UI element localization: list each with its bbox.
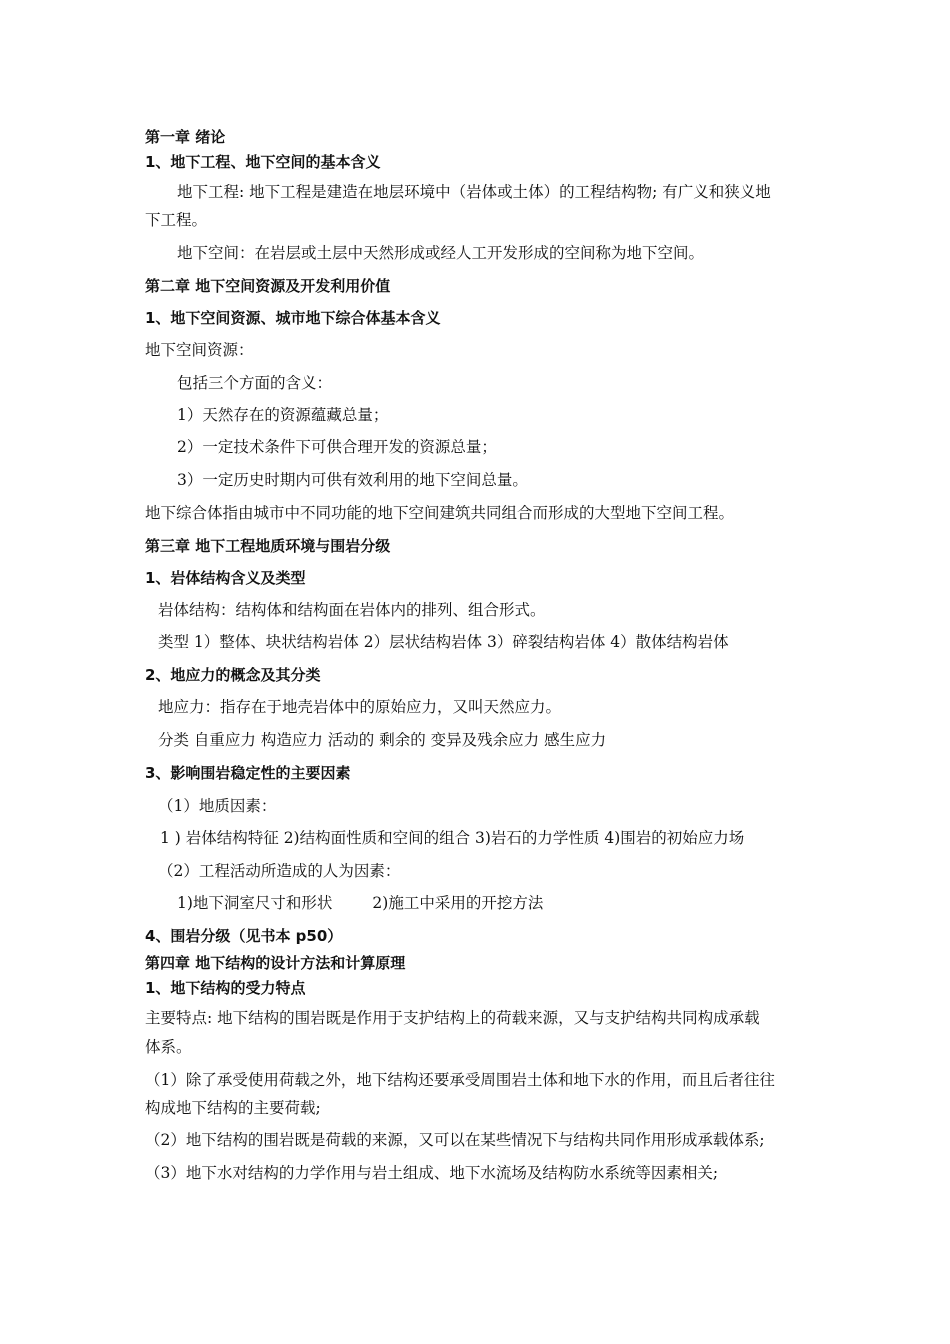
section-heading: 1、地下结构的受力特点 (145, 979, 306, 997)
paragraph: （3）地下水对结构的力学作用与岩土组成、地下水流场及结构防水系统等因素相关; (145, 1164, 719, 1182)
paragraph: 地应力：指存在于地壳岩体中的原始应力，又叫天然应力。 (158, 698, 562, 716)
section-heading: 4、围岩分级（见书本 p50） (145, 927, 343, 945)
chapter-2-title: 第二章 地下空间资源及开发利用价值 (145, 277, 391, 295)
paragraph: 主要特点: 地下结构的围岩既是作用于支护结构上的荷载来源，又与支护结构共同构成承载 (145, 1009, 760, 1027)
paragraph: 地下空间资源： (145, 341, 254, 359)
paragraph: 地下工程: 地下工程是建造在地层环境中（岩体或土体）的工程结构物; 有广义和狭义地 (177, 183, 771, 201)
section-heading: 3、影响围岩稳定性的主要因素 (145, 764, 351, 782)
section-heading: 2、地应力的概念及其分类 (145, 666, 321, 684)
paragraph: （2）工程活动所造成的人为因素： (158, 862, 401, 880)
paragraph: 包括三个方面的含义： (177, 374, 333, 392)
list-item: 1）天然存在的资源蕴藏总量； (177, 406, 389, 424)
paragraph: 类型 1）整体、块状结构岩体 2）层状结构岩体 3）碎裂结构岩体 4）散体结构岩体 (158, 633, 729, 651)
paragraph: 地下空间：在岩层或土层中天然形成或经人工开发形成的空间称为地下空间。 (177, 244, 705, 262)
paragraph (177, 893, 842, 913)
paragraph: （1）除了承受使用荷载之外，地下结构还要承受周围岩土体和地下水的作用，而且后者往往 (145, 1071, 775, 1089)
list-item: 1)地下洞室尺寸和形状 (177, 894, 333, 912)
paragraph: 岩体结构：结构体和结构面在岩体内的排列、组合形式。 (158, 601, 546, 619)
paragraph: 构成地下结构的主要荷载; (145, 1099, 321, 1117)
paragraph: 1 ) 岩体结构特征 2)结构面性质和空间的组合 3)岩石的力学性质 4)围岩的初始应力场 (160, 829, 745, 847)
paragraph: 下工程。 (145, 211, 208, 229)
list-item: 2)施工中采用的开挖方法 (372, 894, 544, 912)
chapter-3-title: 第三章 地下工程地质环境与围岩分级 (145, 537, 391, 555)
paragraph: （2）地下结构的围岩既是荷载的来源，又可以在某些情况下与结构共同作用形成承载体系; (145, 1131, 765, 1149)
paragraph: 地下综合体指由城市中不同功能的地下空间建筑共同组合而形成的大型地下空间工程。 (145, 504, 735, 522)
section-heading: 1、地下工程、地下空间的基本含义 (145, 153, 381, 171)
list-item: 3）一定历史时期内可供有效利用的地下空间总量。 (177, 471, 528, 489)
paragraph: 分类 自重应力 构造应力 活动的 剩余的 变异及残余应力 感生应力 (158, 731, 607, 749)
paragraph: 体系。 (145, 1038, 192, 1056)
chapter-4-title: 第四章 地下结构的设计方法和计算原理 (145, 954, 406, 972)
paragraph: （1）地质因素： (158, 797, 277, 815)
list-item: 2）一定技术条件下可供合理开发的资源总量； (177, 438, 497, 456)
section-heading: 1、地下空间资源、城市地下综合体基本含义 (145, 309, 441, 327)
chapter-1-title: 第一章 绪论 (145, 128, 226, 146)
section-heading: 1、岩体结构含义及类型 (145, 569, 306, 587)
